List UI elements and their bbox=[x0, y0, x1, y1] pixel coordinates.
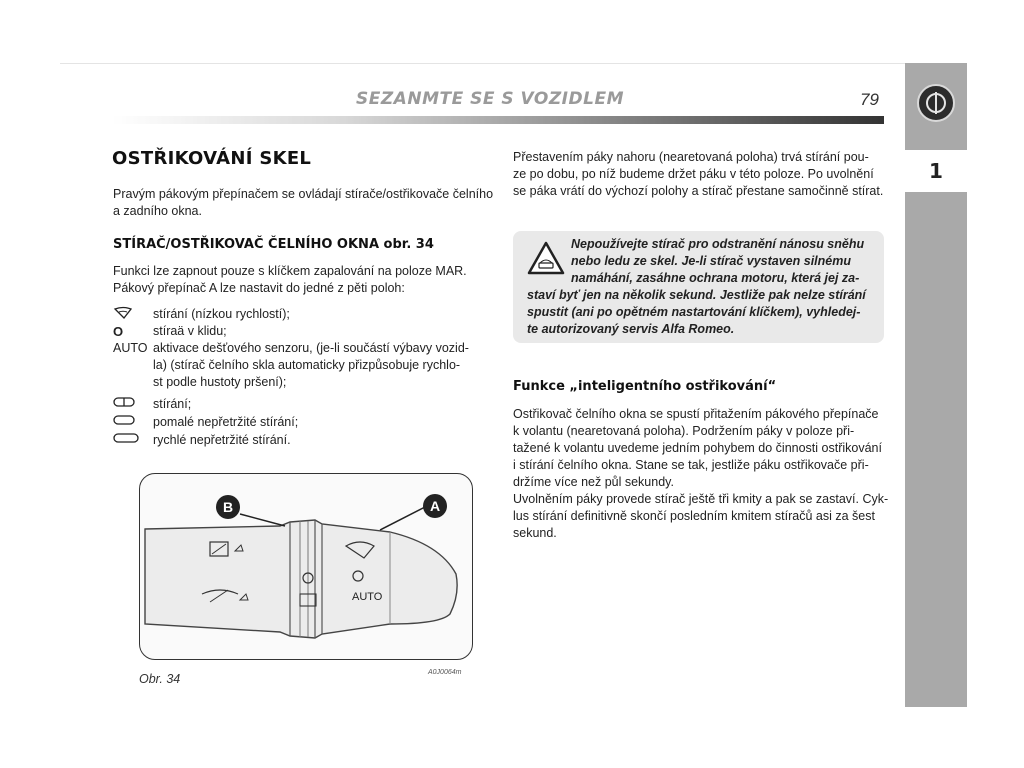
slow-continuous-icon bbox=[113, 414, 149, 431]
callout-b: B bbox=[222, 499, 234, 515]
right-para3-line-1: Uvolněním páky provede stírač ještě tři kmity a pak se zastaví. Cyk- bbox=[513, 492, 889, 506]
logo-cross bbox=[935, 92, 937, 114]
header-gradient-rule bbox=[112, 116, 884, 124]
subsection-title: STÍRAČ/OSTŘIKOVAČ ČELNÍHO OKNA obr. 34 bbox=[113, 237, 434, 252]
auto-symbol: AUTO bbox=[113, 341, 148, 355]
right-para2-line-4: i stírání čelního okna. Stane se tak, jestliže páku ostřikovače při- bbox=[513, 458, 869, 472]
auto-label: AUTO bbox=[352, 591, 383, 603]
right-subsection-title: Funkce „inteligentního ostřikování“ bbox=[513, 379, 777, 394]
page-number: 79 bbox=[860, 90, 879, 109]
right-para3-line-3: sekund. bbox=[513, 526, 557, 540]
alfa-romeo-logo-icon bbox=[917, 84, 955, 122]
warning-line-4: staví byť jen na několik sekund. Jestliže pak nelze stírání bbox=[527, 288, 866, 302]
fast-continuous-icon bbox=[113, 432, 149, 449]
right-para2-line-5: držíme více než půl sekundy. bbox=[513, 475, 674, 489]
warning-line-5: spustit (ani po opětném nastartování klíčkem), vyhledej- bbox=[527, 305, 861, 319]
warning-line-1: Nepoužívejte stírač pro odstranění nánosu sněhu bbox=[571, 237, 865, 251]
chapter-number: 1 bbox=[905, 150, 967, 192]
right-para2-line-3: tažené k volantu uvedeme jedním pohybem do činnosti ostřikování bbox=[513, 441, 882, 455]
callout-a: A bbox=[429, 498, 441, 514]
off-symbol: O bbox=[113, 324, 124, 339]
warning-line-6: te autorizovaný servis Alfa Romeo. bbox=[527, 322, 735, 336]
right-para3-line-2: lus stírání definitivně skončí posledním kmitem stíračů asi za šest bbox=[513, 509, 875, 523]
warning-box bbox=[513, 231, 884, 343]
warning-line-3: namáhání, zasáhne ochrana motoru, která jej za- bbox=[571, 271, 860, 285]
warning-line-2: nebo ledu ze skel. Je-li stírač vystaven silnému bbox=[571, 254, 851, 268]
wipe-symbol-icon bbox=[113, 396, 149, 413]
intro-line-1: Pravým pákovým přepínačem se ovládají stírače/ostřikovače čelního bbox=[113, 187, 494, 201]
right-para2-line-1: Ostřikovač čelního okna se spustí přitažením pákového přepínače bbox=[513, 407, 879, 421]
right-para1-line-3: se páka vrátí do výchozí polohy a stírač přestane samočinně stírat. bbox=[513, 184, 884, 198]
warning-triangle-icon bbox=[527, 241, 565, 275]
right-para2-line-2: k volantu (nearetovaná poloha). Podržením páky v poloze při- bbox=[513, 424, 855, 438]
figure-caption: Obr. 34 bbox=[139, 672, 181, 686]
para-line-2: Pákový přepínač A lze nastavit do jedné z pěti poloh: bbox=[113, 281, 405, 295]
figure-wiper-stalk bbox=[139, 473, 473, 660]
para-line-1: Funkci lze zapnout pouze s klíčkem zapalování na poloze MAR. bbox=[113, 264, 467, 278]
running-header: SEZANMTE SE S VOZIDLEM bbox=[356, 89, 624, 109]
figure-code: A0J0064m bbox=[428, 669, 462, 676]
section-title: OSTŘIKOVÁNÍ SKEL bbox=[112, 148, 312, 169]
right-para1-line-1: Přestavením páky nahoru (nearetovaná poloha) trvá stírání pou- bbox=[513, 150, 869, 164]
top-border-line bbox=[60, 63, 906, 64]
intro-line-2: a zadního okna. bbox=[113, 204, 202, 218]
right-para1-line-2: ze po dobu, po níž budeme držet páku v této poloze. Po uvolnění bbox=[513, 167, 874, 181]
wiper-stalk-drawing bbox=[140, 474, 473, 660]
